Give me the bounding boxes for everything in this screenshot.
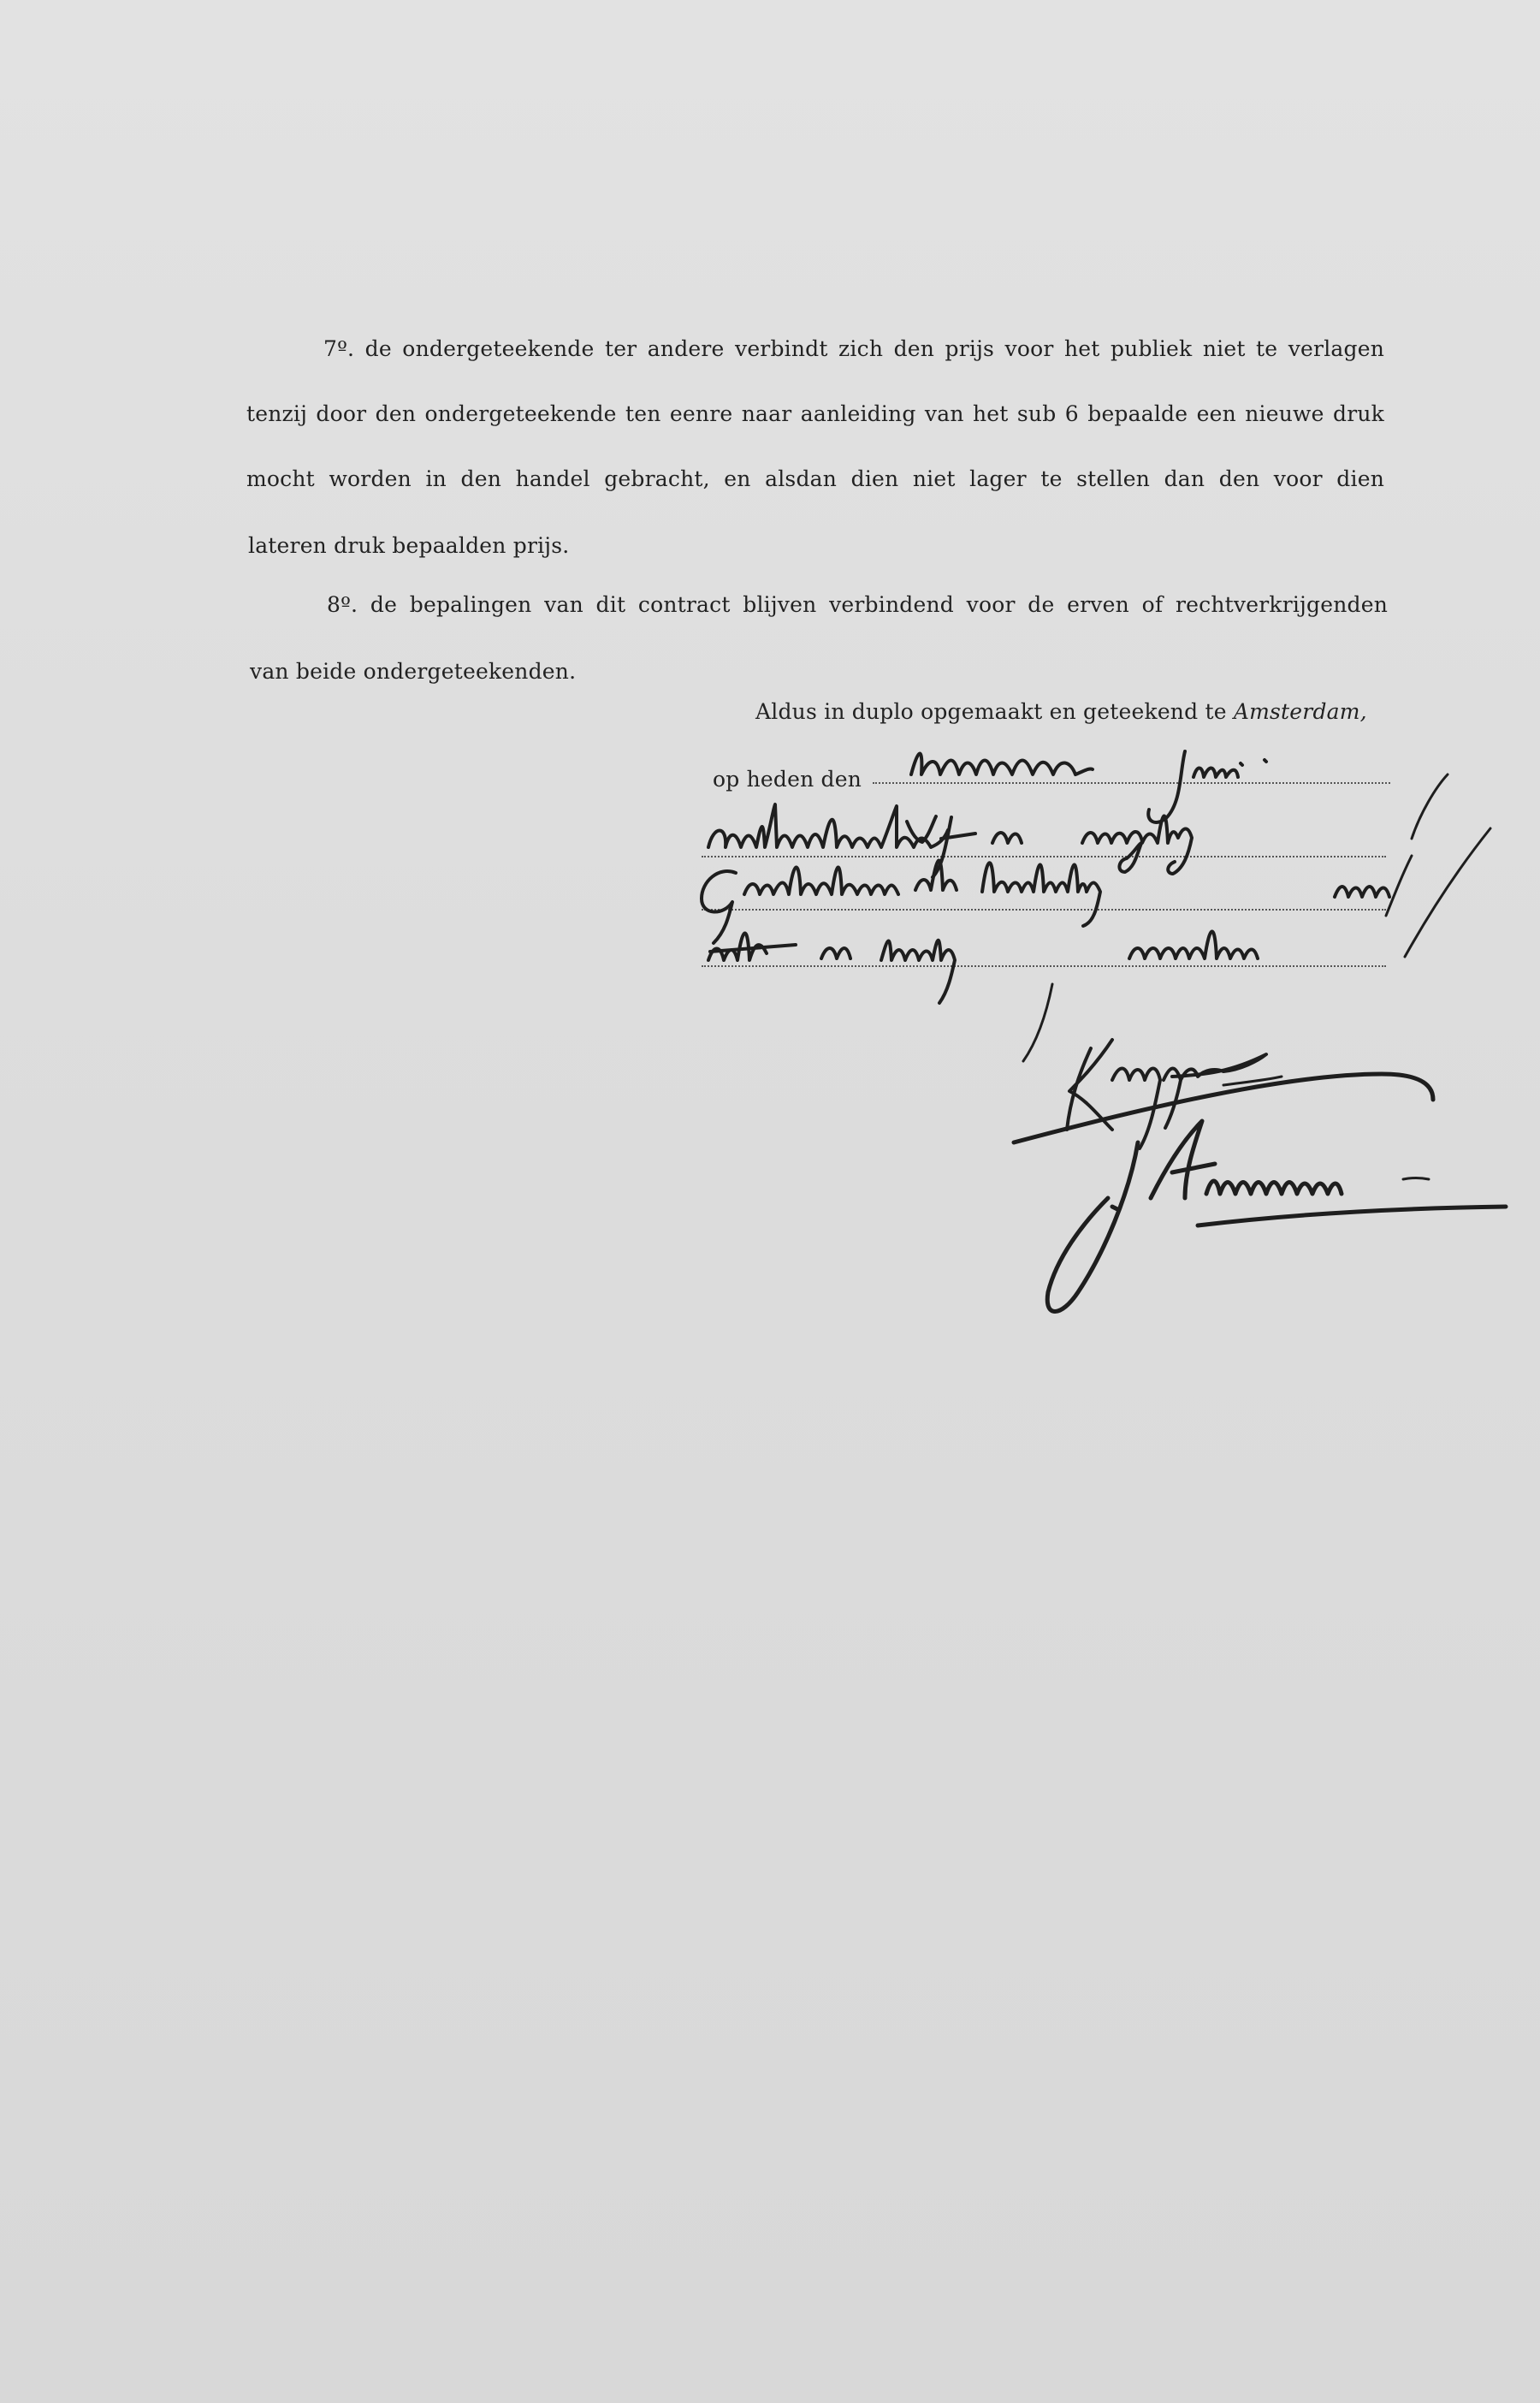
clause-7-line-3: mocht worden in den handel gebracht, en alsdan dien niet lager te stellen dan den voor dien <box>246 466 1384 491</box>
signature-kuyper <box>1067 1040 1282 1148</box>
closing-text: Aldus in duplo opgemaakt en geteekend te <box>755 699 1227 724</box>
closing-line <box>755 699 1367 725</box>
note-dotted-line-2 <box>702 965 1386 967</box>
clause-7-line-4: lateren druk bepaalden prijs. <box>248 533 570 558</box>
note-dotted-line-1 <box>702 909 1386 911</box>
clause-7-line-2: tenzij door den ondergeteekende ten eenre naar aanleiding van het sub 6 bepaalde een nieuwe druk <box>246 401 1384 426</box>
long-slash-mark <box>1405 828 1490 957</box>
handwritten-date-line-1 <box>911 751 1266 822</box>
date-dotted-line-2 <box>702 856 1386 857</box>
clause-8-line-2: van beide ondergeteekenden. <box>250 659 577 684</box>
signature-stromer <box>1014 1074 1506 1312</box>
handwritten-note-line-2 <box>708 931 1258 1061</box>
date-prefix: op heden den <box>713 767 862 792</box>
handwritten-note-line-1 <box>702 856 1412 943</box>
clause-7-line-1: 7º. de ondergeteekende ter andere verbindt zich den prijs voor het publiek niet te verlagen <box>323 336 1384 361</box>
clause-8-line-1: 8º. de bepalingen van dit contract blijven verbindend voor de erven of rechtverkrijgenden <box>327 592 1388 617</box>
closing-place: Amsterdam, <box>1233 699 1367 724</box>
date-dotted-line-1 <box>873 782 1390 784</box>
